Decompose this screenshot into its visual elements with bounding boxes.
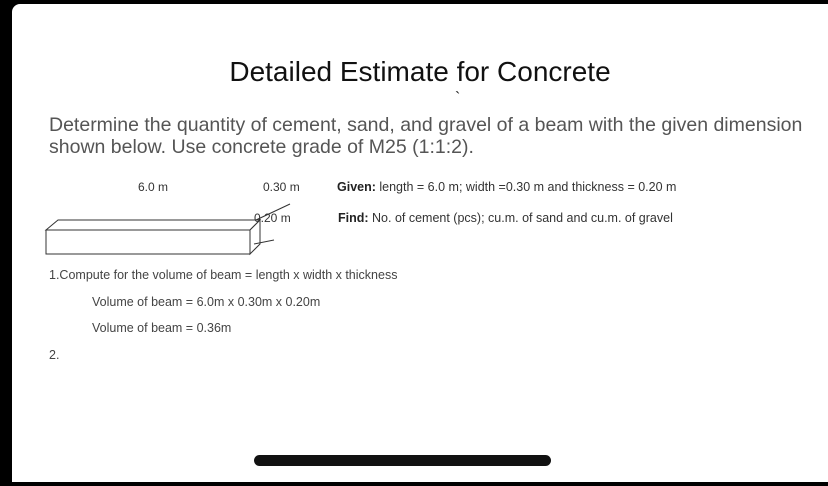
given-label: Given: [337, 180, 376, 194]
step-2-heading: 2. [49, 348, 60, 362]
slide-canvas [12, 4, 828, 482]
slide-title: Detailed Estimate for Concrete [229, 56, 611, 87]
find-text: No. of cement (pcs); cu.m. of sand and cu.m. of gravel [368, 211, 673, 225]
beam-diagram [42, 200, 312, 260]
home-indicator-bar[interactable] [254, 455, 551, 466]
find-label: Find: [338, 211, 369, 225]
volume-result-line: Volume of beam = 0.36m [92, 321, 232, 335]
find-statement [338, 211, 673, 225]
beam-top-face [46, 220, 260, 230]
given-text: length = 6.0 m; width =0.30 m and thickness = 0.20 m [375, 180, 677, 194]
problem-statement: Determine the quantity of cement, sand, and gravel of a beam with the given dimension shown below. Use concrete grade of M25 (1:1:2). [49, 114, 803, 158]
length-dimension-label: 6.0 m [138, 180, 169, 194]
width-dimension-label: 0.30 m [263, 180, 300, 194]
step-1-heading: 1.Compute for the volume of beam = length x width x thickness [49, 268, 398, 282]
given-statement [337, 180, 676, 194]
volume-formula-line: Volume of beam = 6.0m x 0.30m x 0.20m [92, 295, 321, 309]
stray-mark: ` [455, 90, 461, 107]
beam-front-face [46, 230, 250, 254]
thickness-dimension-label: 0.20 m [254, 211, 291, 225]
